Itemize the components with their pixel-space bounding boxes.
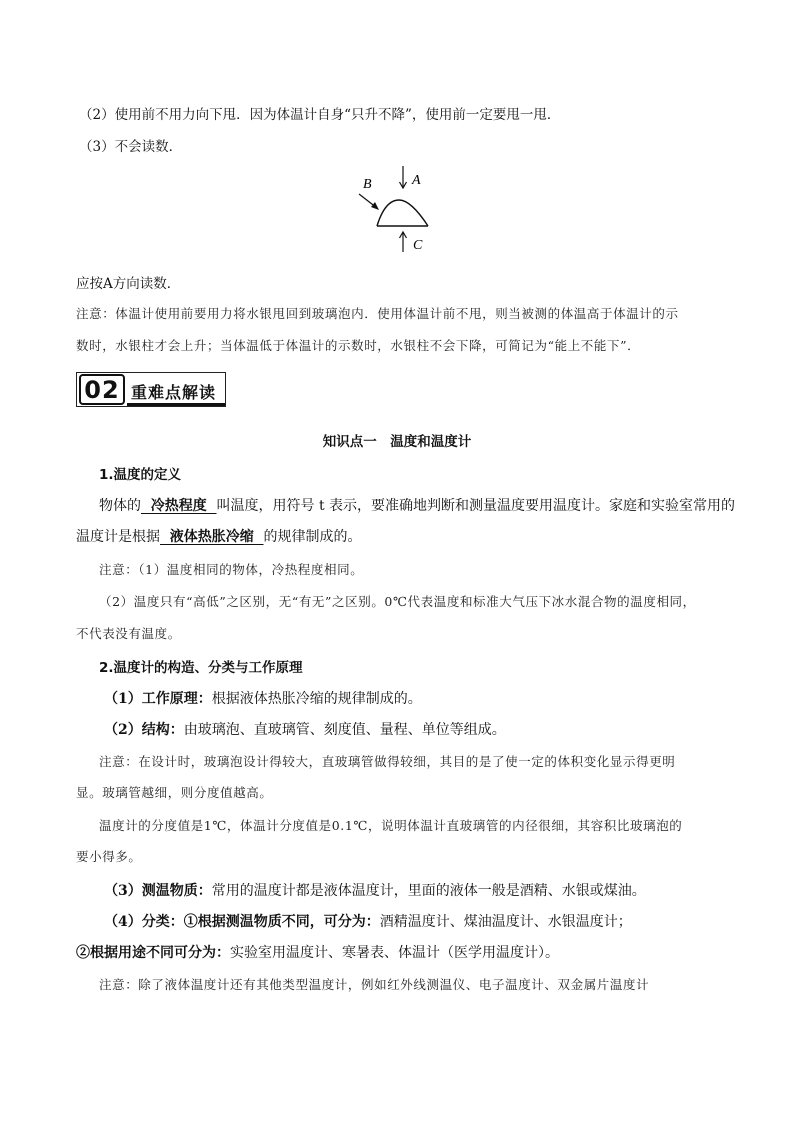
note-3a: （2）温度只有“高低”之区别，无“有无”之区别。0℃代表温度和标准大气压下冰水混合物的温度相同， (99, 594, 696, 609)
note-1b: 数时，水银柱才会上升；当体温低于体温计的示数时，水银柱不会下降，可简记为“能上不能下”． (76, 338, 641, 353)
item-2-label: （2）结构： (104, 722, 184, 738)
note-5b: 要小得多。 (76, 849, 142, 864)
heading-2: 2.温度计的构造、分类与工作原理 (99, 660, 303, 676)
item-2-text: 由玻璃泡、直玻璃管、刻度值、量程、单位等组成。 (183, 722, 506, 738)
section-title-underline (127, 403, 225, 406)
note-3b: 不代表没有温度。 (76, 626, 181, 641)
item-4-sub2-label: ②根据用途不同可分为： (76, 945, 230, 961)
p2-blank: 液体热胀冷缩 (160, 529, 264, 545)
line-2: （2）使用前不用力向下甩．因为体温计自身“只升不降”，使用前一定要甩一甩． (79, 107, 561, 123)
arrow-b-head (371, 202, 379, 210)
reading-direction-diagram (355, 160, 455, 260)
note-6: 注意：除了液体温度计还有其他类型温度计，例如红外线测温仪、电子温度计、双金属片温度计 (99, 977, 650, 992)
label-c: C (413, 238, 423, 253)
read-direction: 应按A方向读数． (76, 276, 181, 292)
note-4a: 注意：在设计时，玻璃泡设计得较大，直玻璃管做得较细，其目的是了使一定的体积变化显示得更明 (99, 754, 676, 769)
curved-surface (377, 200, 428, 226)
item-3 (104, 880, 646, 900)
paragraph-1 (99, 495, 735, 515)
item-4-label: （4）分类： (104, 914, 184, 930)
item-2 (104, 719, 506, 739)
p1-post: 叫温度，用符号 t 表示，要准确地判断和测量温度要用温度计。家庭和实验室常用的 (216, 498, 736, 514)
item-4-sub2 (76, 942, 559, 962)
p2-pre: 温度计是根据 (76, 529, 160, 545)
p1-blank: 冷热程度 (141, 498, 217, 514)
item-3-text: 常用的温度计都是液体温度计，里面的液体一般是酒精、水银或煤油。 (211, 883, 646, 899)
item-3-label: （3）测温物质： (104, 883, 212, 899)
line-3: （3）不会读数． (79, 139, 183, 155)
note-4b: 显。玻璃管越细，则分度值越高。 (76, 785, 273, 800)
p1-pre: 物体的 (99, 498, 141, 514)
paragraph-2 (76, 526, 362, 546)
item-1-text: 根据液体热胀冷缩的规律制成的。 (211, 691, 422, 707)
item-1 (104, 688, 422, 708)
item-4 (104, 911, 632, 931)
label-a: A (412, 173, 421, 188)
item-4-sub1-text: 酒精温度计、煤油温度计、水银温度计； (379, 914, 632, 930)
section-number: 02 (79, 374, 125, 405)
item-4-sub1-label: ①根据测温物质不同，可分为： (183, 914, 380, 930)
item-4-sub2-text: 实验室用温度计、寒暑表、体温计（医学用温度计）。 (230, 945, 559, 961)
item-1-label: （1）工作原理： (104, 691, 212, 707)
section-title: 重难点解读 (131, 383, 217, 402)
p2-post: 的规律制成的。 (263, 529, 362, 545)
heading-1: 1.温度的定义 (99, 467, 182, 483)
note-5a: 温度计的分度值是1℃，体温计分度值是0.1℃，说明体温计直玻璃管的内径很细，其容积比玻璃泡的 (99, 818, 683, 833)
label-b: B (363, 177, 372, 192)
knowledge-title: 知识点一 温度和温度计 (322, 434, 472, 450)
note-2: 注意：（1）温度相同的物体，冷热程度相同。 (99, 562, 364, 577)
note-1a: 注意：体温计使用前要用力将水银甩回到玻璃泡内．使用体温计前不甩，则当被测的体温高于体温计的示 (76, 306, 679, 321)
